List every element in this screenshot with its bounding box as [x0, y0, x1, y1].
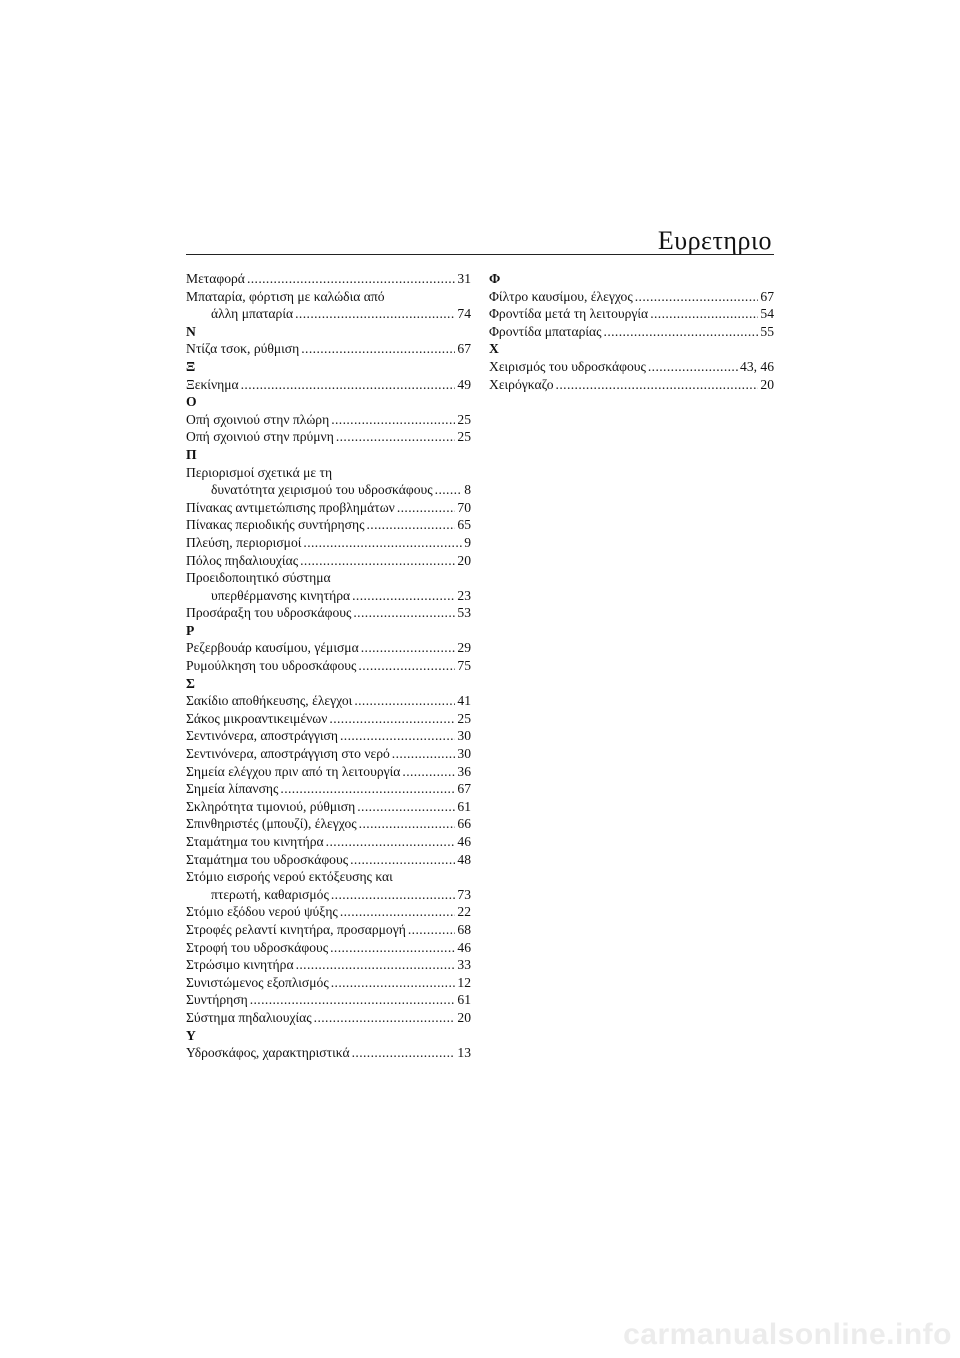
index-entry-text: Φροντίδα μετά τη λειτουργία [489, 306, 649, 322]
dot-leader [300, 552, 455, 570]
index-page-number: 25 [457, 429, 471, 445]
dot-leader [650, 305, 758, 323]
index-entry[interactable] [186, 974, 471, 992]
index-entry-text: Σεντινόνερα, αποστράγγιση [186, 728, 338, 744]
index-entry[interactable] [186, 851, 471, 869]
index-letter-heading: Χ [489, 341, 499, 357]
index-entry-text: Σταμάτημα του κινητήρα [186, 834, 324, 849]
index-entry-text: Ρυμούλκηση του υδροσκάφους [186, 658, 357, 674]
index-entry[interactable] [186, 763, 471, 781]
index-entry[interactable] [186, 534, 471, 552]
index-entry-text: Φροντίδα μπαταρίας [489, 323, 602, 339]
index-page-number: 73 [457, 886, 471, 902]
index-page-number: 30 [457, 728, 471, 744]
index-entry[interactable] [186, 991, 471, 1009]
index-page-number: 9 [464, 534, 471, 550]
index-entry[interactable] [186, 921, 471, 939]
index-page-number: 53 [457, 605, 471, 621]
index-entry-text: Στροφές ρελαντί κινητήρα, προσαρμογή [186, 921, 406, 937]
index-entry[interactable] [186, 516, 471, 534]
index-entry[interactable] [489, 358, 774, 376]
index-entry[interactable] [186, 428, 471, 446]
index-entry[interactable] [186, 692, 471, 710]
index-entry-text: Σπινθηριστές (μπουζί), έλεγχος [186, 816, 357, 832]
index-entry-text: Χειρισμός του υδροσκάφους [489, 358, 646, 374]
index-page-number: 74 [457, 306, 471, 322]
dot-leader [330, 939, 455, 957]
watermark-logo: carmanualsonline.info [623, 1318, 952, 1351]
index-entry-text: Συντήρηση [186, 992, 248, 1008]
index-entry-text: Ρεζερβουάρ καυσίμου, γέμισμα [186, 640, 359, 656]
dot-leader [301, 340, 455, 358]
index-entry[interactable] [186, 340, 471, 358]
index-page-number: 25 [457, 411, 471, 427]
dot-leader [361, 639, 456, 657]
index-page-number: 55 [760, 323, 774, 339]
index-page-number: 65 [457, 517, 471, 533]
index-page-number: 29 [457, 640, 471, 656]
dot-leader [296, 956, 456, 974]
index-page-number: 61 [457, 992, 471, 1008]
dot-leader [241, 376, 456, 394]
index-entry-text: Σύστημα πηδαλιουχίας [186, 1009, 312, 1025]
index-page-number: 41 [457, 693, 471, 709]
index-page-number: 31 [457, 271, 471, 286]
dot-leader [604, 323, 759, 341]
index-page-number: 8 [464, 482, 471, 498]
index-entry[interactable] [489, 376, 774, 394]
dot-leader [314, 1009, 456, 1027]
index-entry-text: Χειρόγκαζο [489, 376, 554, 392]
index-entry-text: Πλεύση, περιορισμοί [186, 534, 302, 550]
index-page-number: 12 [457, 974, 471, 990]
index-entry[interactable] [186, 939, 471, 957]
index-entry-text: Σημεία ελέγχου πριν από τη λειτουργία [186, 763, 401, 779]
index-letter-heading: Π [186, 446, 197, 462]
dot-leader [352, 1044, 456, 1062]
index-entry[interactable] [186, 552, 471, 570]
dot-leader [340, 727, 455, 745]
index-entry-text: πτερωτή, καθαρισμός [211, 886, 329, 902]
index-entry[interactable] [186, 727, 471, 745]
dot-leader [303, 534, 462, 552]
index-entry[interactable] [186, 710, 471, 728]
index-letter-heading: Φ [489, 271, 501, 286]
index-entry[interactable] [186, 639, 471, 657]
dot-leader [397, 499, 456, 517]
index-entry-text: Υδροσκάφος, χαρακτηριστικά [186, 1045, 350, 1061]
index-entry-text: Οπή σχοινιού στην πρύμνη [186, 429, 334, 445]
index-entry-text: Πίνακας αντιμετώπισης προβλημάτων [186, 499, 395, 515]
dot-leader [336, 428, 456, 446]
dot-leader [435, 481, 463, 499]
index-entry[interactable] [186, 1009, 471, 1027]
index-page-number: 20 [760, 376, 774, 392]
index-entry-text: Ξεκίνημα [186, 376, 239, 392]
dot-leader [340, 903, 456, 921]
index-entry-text: Οπή σχοινιού στην πλώρη [186, 411, 330, 427]
index-page-number: 70 [457, 499, 471, 515]
index-page-number: 25 [457, 710, 471, 726]
dot-leader [326, 833, 456, 851]
index-entry[interactable] [186, 745, 471, 763]
index-page-number: 67 [760, 288, 774, 304]
index-entry[interactable] [186, 604, 471, 622]
index-entry[interactable] [489, 323, 774, 341]
index-entry-text: Σταμάτημα του υδροσκάφους [186, 851, 349, 867]
index-entry[interactable] [186, 1044, 471, 1062]
index-page-number: 22 [457, 904, 471, 920]
index-letter-heading: Ξ [186, 358, 196, 374]
index-entry-text: Μεταφορά [186, 271, 245, 286]
index-entry[interactable] [186, 411, 471, 429]
dot-leader [352, 587, 455, 605]
index-entry[interactable] [186, 956, 471, 974]
index-entry-text: άλλη μπαταρία [211, 306, 294, 322]
index-page-number: 61 [457, 798, 471, 814]
title-rule [186, 254, 774, 255]
dot-leader [295, 305, 455, 323]
index-page-number: 67 [457, 781, 471, 797]
index-entry-text: Συνιστώμενος εξοπλισμός [186, 974, 329, 990]
index-entry-line: Προειδοποιητικό σύστημα [186, 570, 331, 586]
index-page-number: 75 [457, 658, 471, 674]
index-entry[interactable] [186, 270, 471, 288]
index-letter-heading: Υ [186, 1027, 196, 1043]
index-entry[interactable] [186, 481, 471, 499]
index-entry-text: υπερθέρμανσης κινητήρα [211, 587, 351, 603]
index-entry-text: Πόλος πηδαλιουχίας [186, 552, 299, 568]
index-page-number: 68 [457, 921, 471, 937]
dot-leader [556, 376, 759, 394]
index-page-number: 66 [457, 816, 471, 832]
index-page-number: 30 [457, 746, 471, 762]
index-page-number: 20 [457, 1009, 471, 1025]
dot-leader [353, 604, 455, 622]
index-page-number: 20 [457, 552, 471, 568]
index-entry[interactable] [489, 288, 774, 306]
index-entry-text: Φίλτρο καυσίμου, έλεγχος [489, 288, 633, 304]
index-entry-text: Σακίδιο αποθήκευσης, έλεγχοι [186, 693, 353, 709]
page-title: Ευρετηριο [657, 226, 772, 255]
index-entry-text: Προσάραξη του υδροσκάφους [186, 605, 352, 621]
index-entry-text: Σεντινόνερα, αποστράγγιση στο νερό [186, 746, 390, 762]
index-page-number: 23 [457, 587, 471, 603]
index-page-number: 46 [457, 834, 471, 849]
index-page-number: 67 [457, 341, 471, 357]
dot-leader [331, 411, 455, 429]
index-entry-text: Ντίζα τσοκ, ρύθμιση [186, 341, 300, 357]
index-entry[interactable] [186, 903, 471, 921]
index-entry[interactable] [186, 587, 471, 605]
index-entry-line: Στόμιο εισροής νερού εκτόξευσης και [186, 869, 393, 885]
index-entry-text: Στρώσιμο κινητήρα [186, 957, 294, 973]
dot-leader [331, 886, 456, 904]
dot-leader [408, 921, 456, 939]
dot-leader [648, 358, 738, 376]
dot-leader [402, 763, 455, 781]
index-entry[interactable] [186, 780, 471, 798]
index-entry-text: Σκληρότητα τιμονιού, ρύθμιση [186, 798, 356, 814]
index-entry-text: Σημεία λίπανσης [186, 781, 279, 797]
dot-leader [357, 798, 455, 816]
dot-leader [366, 516, 455, 534]
index-page-number: 43, 46 [740, 358, 774, 374]
index-entry[interactable] [186, 833, 471, 851]
index-letter-heading: Ο [186, 394, 197, 410]
dot-leader [358, 657, 455, 675]
dot-leader [635, 288, 759, 306]
index-entry-text: Στροφή του υδροσκάφους [186, 939, 329, 955]
dot-leader [329, 710, 455, 728]
index-page-number: 36 [457, 763, 471, 779]
dot-leader [392, 745, 456, 763]
dot-leader [350, 851, 455, 869]
index-entry-line: Μπαταρία, φόρτιση με καλώδια από [186, 288, 385, 304]
index-entry[interactable] [186, 305, 471, 323]
index-letter-heading: Ρ [186, 622, 195, 638]
index-entry[interactable] [186, 798, 471, 816]
index-page-number: 33 [457, 957, 471, 973]
index-entry[interactable] [489, 305, 774, 323]
dot-leader [354, 692, 455, 710]
index-page-number: 54 [760, 306, 774, 322]
dot-leader [359, 815, 456, 833]
index-entry[interactable] [186, 499, 471, 517]
index-entry-text: Στόμιο εξόδου νερού ψύξης [186, 904, 338, 920]
index-entry[interactable] [186, 657, 471, 675]
index-page-number: 13 [457, 1045, 471, 1061]
dot-leader [247, 270, 455, 288]
dot-leader [280, 780, 455, 798]
index-page-number: 46 [457, 939, 471, 955]
index-entry-text: δυνατότητα χειρισμού του υδροσκάφους [211, 482, 433, 498]
index-page-number: 48 [457, 851, 471, 867]
index-entry[interactable] [186, 815, 471, 833]
index-page-number: 49 [457, 376, 471, 392]
dot-leader [250, 991, 456, 1009]
index-letter-heading: Σ [186, 675, 195, 691]
dot-leader [331, 974, 456, 992]
index-entry-line: Περιορισμοί σχετικά με τη [186, 464, 333, 480]
index-entry[interactable] [186, 376, 471, 394]
index-column-left [186, 270, 471, 1062]
index-letter-heading: Ν [186, 323, 196, 339]
index-entry[interactable] [186, 886, 471, 904]
index-entry-text: Σάκος μικροαντικειμένων [186, 710, 328, 726]
index-column-right [489, 270, 774, 393]
index-entry-text: Πίνακας περιοδικής συντήρησης [186, 517, 365, 533]
